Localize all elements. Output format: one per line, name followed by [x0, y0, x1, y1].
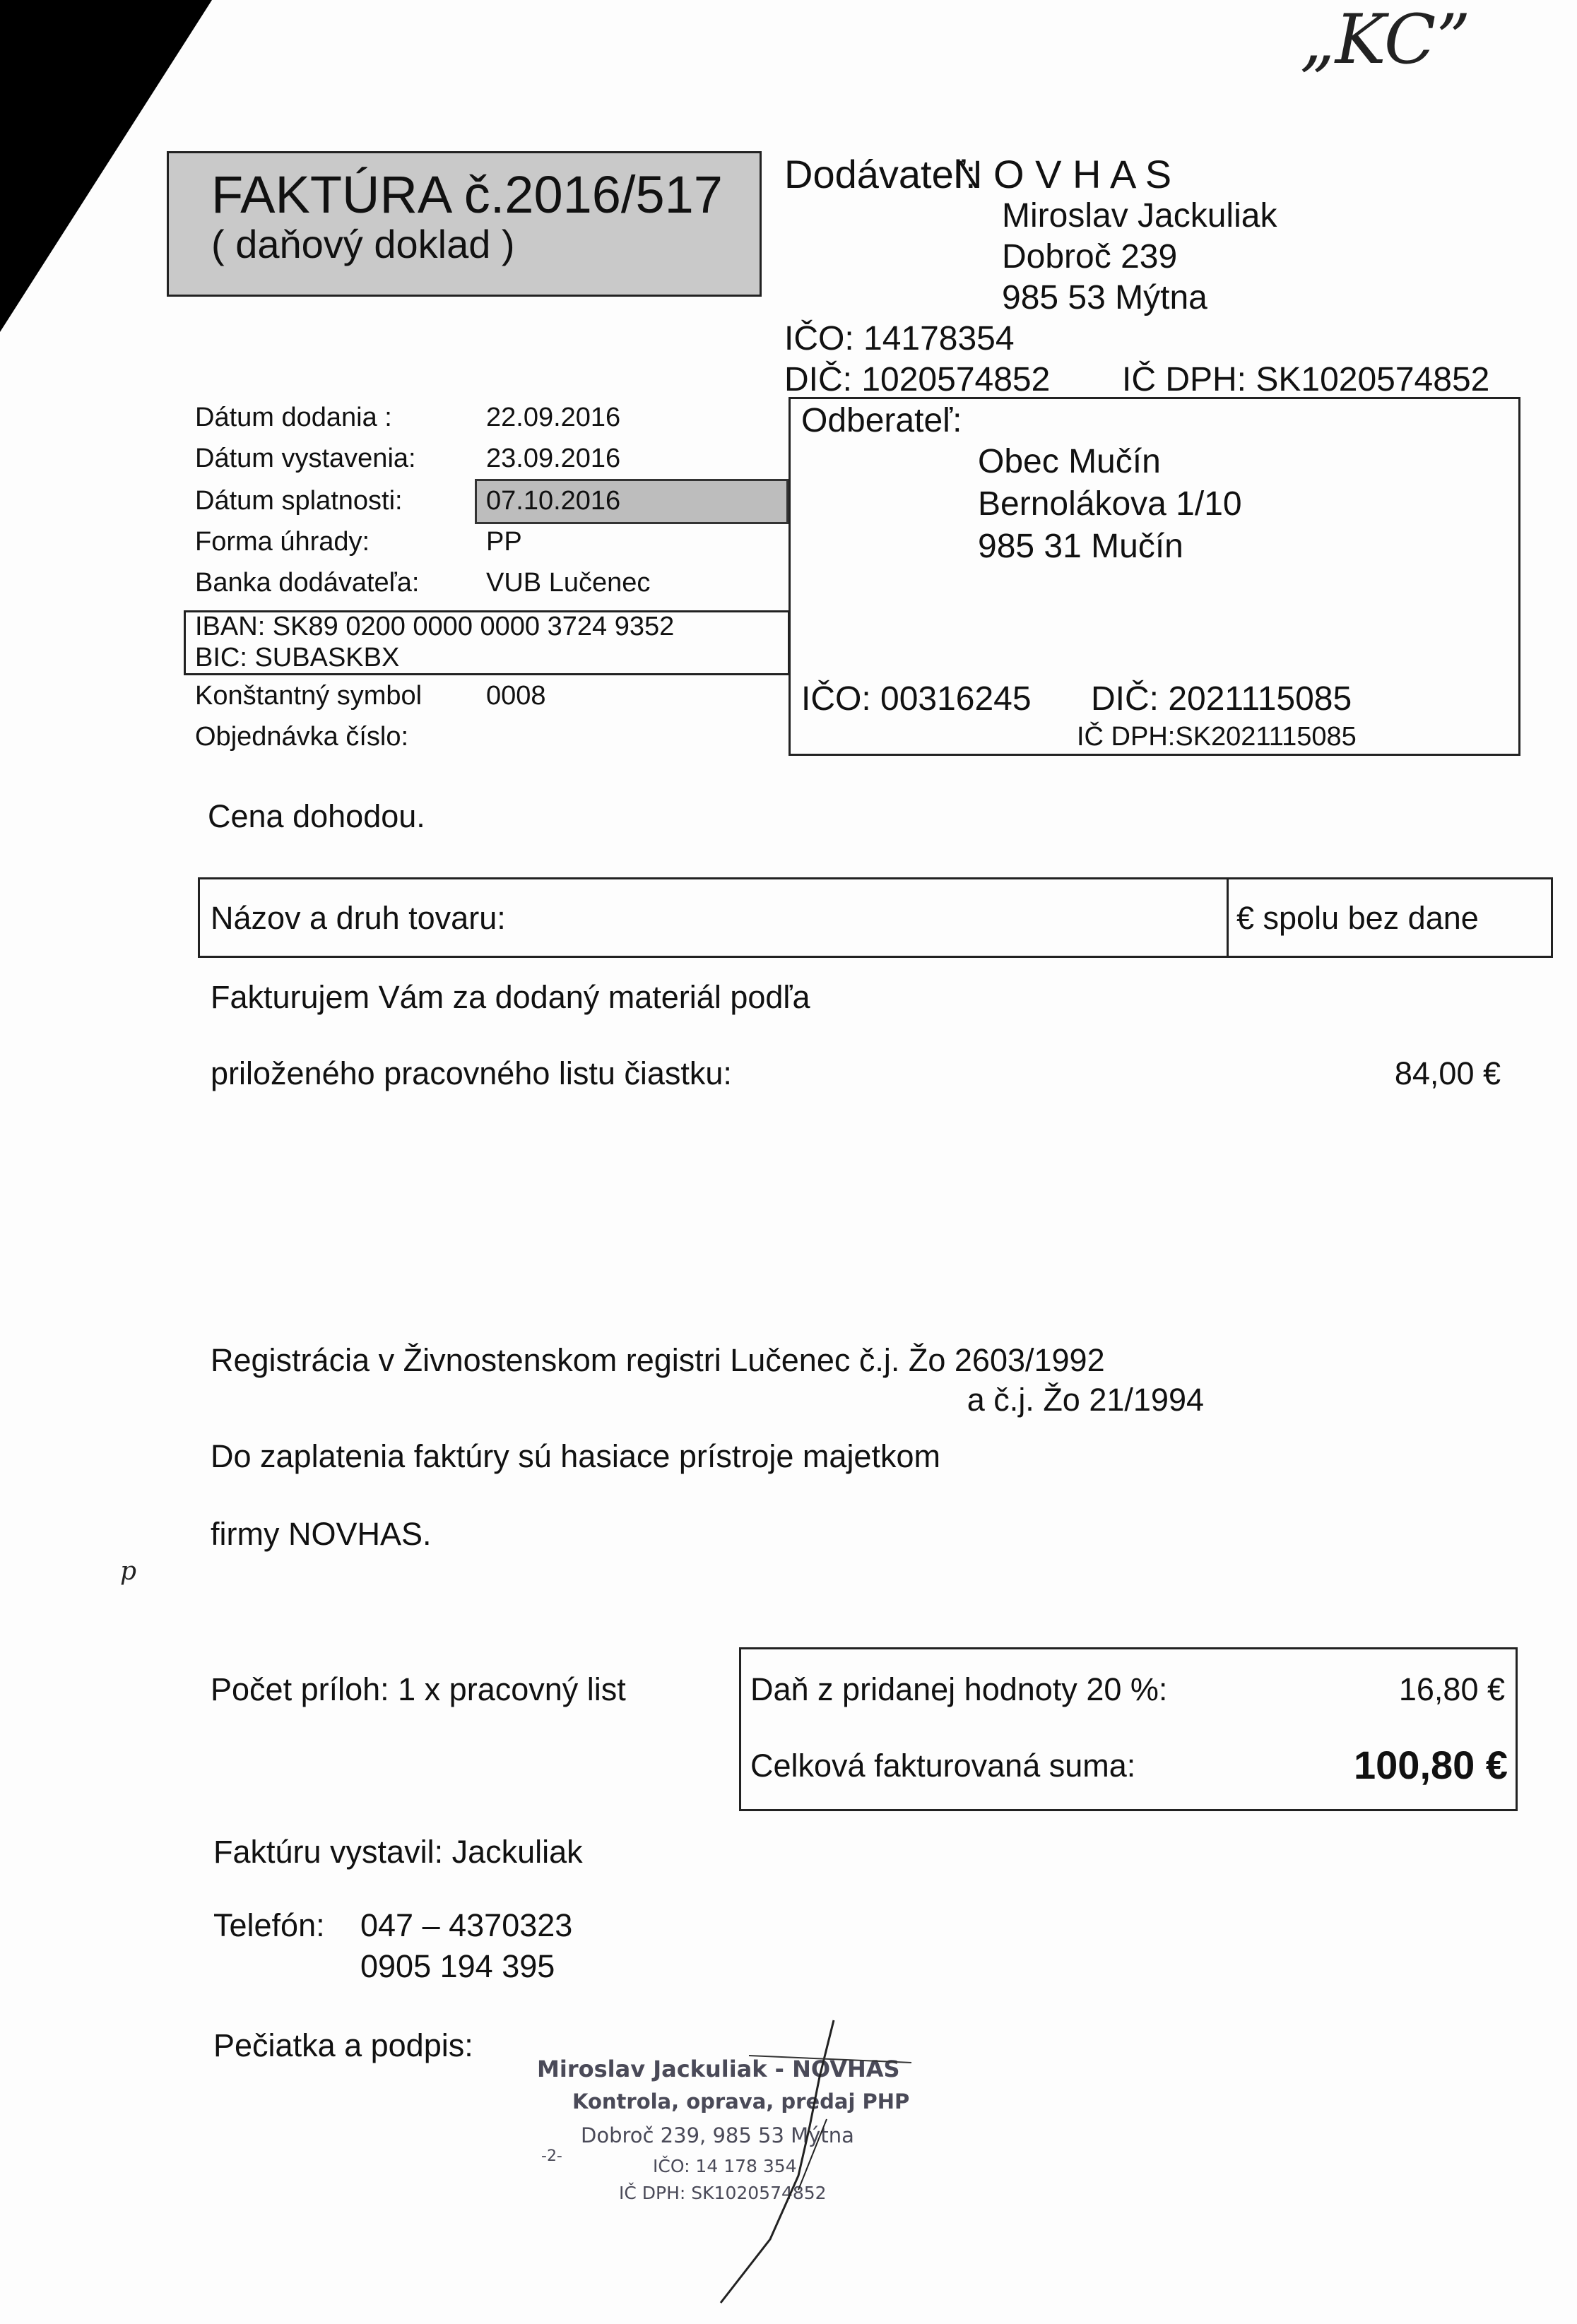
stamp-line1: Miroslav Jackuliak - NOVHAS [537, 2056, 900, 2082]
detail-label: Banka dodávateľa: [195, 568, 420, 598]
phone-label: Telefón: [213, 1907, 325, 1943]
detail-value: 0008 [486, 681, 546, 711]
invoice-title-box [167, 151, 762, 297]
table-col-name: Názov a druh tovaru: [211, 900, 506, 936]
stamp-page-mark: -2- [541, 2147, 562, 2165]
total-value: 100,80 € [1354, 1743, 1508, 1787]
bank-bic: BIC: SUBASKBX [195, 643, 400, 672]
phone-line1: 047 – 4370323 [360, 1907, 573, 1943]
phone-line2: 0905 194 395 [360, 1948, 555, 1984]
issued-by: Faktúru vystavil: Jackuliak [213, 1834, 583, 1870]
detail-label: Dátum vystavenia: [195, 444, 416, 473]
customer-ico: IČO: 00316245 [801, 680, 1032, 718]
table-divider [1227, 877, 1229, 958]
detail-label: Konštantný symbol [195, 681, 423, 711]
invoice-title: FAKTÚRA č.2016/517 [211, 165, 723, 224]
supplier-ico: IČO: 14178354 [784, 320, 1015, 357]
item-line2: priloženého pracovného listu čiastku: [211, 1055, 732, 1091]
ownership-line1: Do zaplatenia faktúry sú hasiace prístroje majetkom [211, 1438, 940, 1474]
supplier-name: N O V H A S [954, 152, 1172, 196]
vat-value: 16,80 € [1398, 1671, 1505, 1707]
stamp-line2: Kontrola, oprava, predaj PHP [572, 2089, 910, 2113]
customer-label: Odberateľ: [801, 402, 962, 439]
price-note: Cena dohodou. [208, 798, 425, 834]
attachments-count: Počet príloh: 1 x pracovný list [211, 1671, 626, 1707]
invoice-subtitle: ( daňový doklad ) [211, 222, 515, 266]
stamp-label: Pečiatka a podpis: [213, 2027, 473, 2063]
stamp-line3: Dobroč 239, 985 53 Mýtna [581, 2123, 854, 2147]
item-amount: 84,00 € [1394, 1055, 1501, 1091]
registration-line1: Registrácia v Živnostenskom registri Lučenec č.j. Žo 2603/1992 [211, 1342, 1105, 1378]
customer-name: Obec Mučín [978, 443, 1161, 480]
item-line1: Fakturujem Vám za dodaný materiál podľa [211, 979, 810, 1015]
detail-value: 07.10.2016 [486, 486, 621, 516]
bank-iban: IBAN: SK89 0200 0000 0000 3724 9352 [195, 612, 675, 641]
handwritten-mark: „KC” [1300, 0, 1471, 79]
stamp-line5: IČ DPH: SK1020574852 [619, 2183, 827, 2203]
supplier-street: Dobroč 239 [1002, 238, 1178, 275]
detail-label: Dátum dodania : [195, 403, 392, 432]
detail-value: 22.09.2016 [486, 403, 621, 432]
stamp-line4: IČO: 14 178 354 [653, 2156, 797, 2176]
supplier-label: Dodávateľ: [784, 152, 976, 196]
registration-line2: a č.j. Žo 21/1994 [967, 1382, 1204, 1418]
table-col-amount: € spolu bez dane [1236, 900, 1479, 936]
supplier-city: 985 53 Mýtna [1002, 279, 1207, 316]
supplier-icdph: IČ DPH: SK1020574852 [1122, 361, 1490, 398]
detail-value: PP [486, 527, 522, 557]
supplier-person: Miroslav Jackuliak [1002, 197, 1277, 235]
signature [678, 2013, 961, 2324]
customer-icdph: IČ DPH:SK2021115085 [1077, 722, 1357, 752]
vat-label: Daň z pridanej hodnoty 20 %: [750, 1671, 1168, 1707]
customer-street: Bernolákova 1/10 [978, 485, 1242, 523]
ownership-line2: firmy NOVHAS. [211, 1516, 432, 1552]
detail-value: VUB Lučenec [486, 568, 651, 598]
total-label: Celková fakturovaná suma: [750, 1748, 1136, 1784]
customer-dic: DIČ: 2021115085 [1091, 680, 1352, 718]
detail-value: 23.09.2016 [486, 444, 621, 473]
detail-label: Forma úhrady: [195, 527, 370, 557]
margin-mark-p: p [120, 1557, 137, 1586]
detail-label: Objednávka číslo: [195, 722, 409, 752]
customer-city: 985 31 Mučín [978, 528, 1183, 565]
detail-label: Dátum splatnosti: [195, 486, 403, 516]
supplier-dic: DIČ: 1020574852 [784, 361, 1051, 398]
